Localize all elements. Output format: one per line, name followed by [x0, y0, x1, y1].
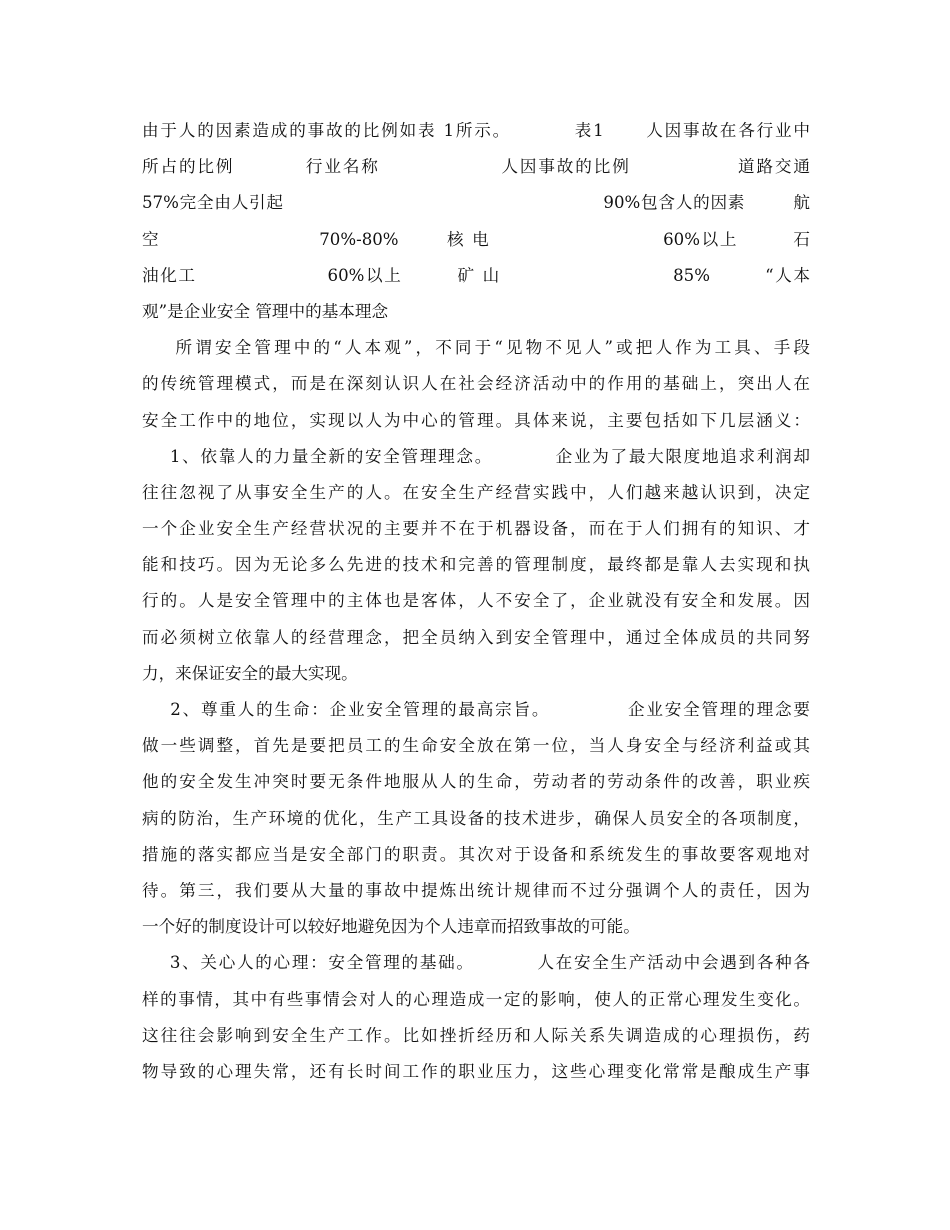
- text-line: 所占的比例 行业名称 人因事故的比例 道路交通: [142, 157, 810, 177]
- text-line: 力，来保证安全的最大实现。: [142, 663, 358, 683]
- text-line: 空 70%-80% 核 电 60%以上 石: [142, 229, 810, 249]
- text-line: 而必须树立依靠人的经营理念，把全员纳入到安全管理中，通过全体成员的共同努: [142, 627, 810, 647]
- text-line: 3、关心人的心理：安全管理的基础。 人在安全生产活动中会遇到各种各: [142, 953, 810, 973]
- text-line: 57%完全由人引起 90%包含人的因素 航: [142, 193, 810, 213]
- text-line: 往往忽视了从事安全生产的人。在安全生产经营实践中，人们越来越认识到，决定: [142, 482, 810, 502]
- text-line: 由于人的因素造成的事故的比例如表 1所示。 表1 人因事故在各行业中: [142, 121, 810, 140]
- text-line: 观”是企业安全 管理中的基本理念: [142, 301, 389, 321]
- text-line: 行的。人是安全管理中的主体也是客体，人不安全了，企业就没有安全和发展。因: [142, 591, 810, 611]
- text-line: 他的安全发生冲突时要无条件地服从人的生命，劳动者的劳动条件的改善，职业疾: [142, 772, 810, 792]
- text-line: 物导致的心理失常，还有长时间工作的职业压力，这些心理变化常常是酿成生产事: [142, 1061, 810, 1081]
- text-line: 措施的落实都应当是安全部门的职责。其次对于设备和系统发生的事故要客观地对: [142, 844, 810, 864]
- text-line: 这往往会影响到安全生产工作。比如挫折经历和人际关系失调造成的心理损伤，药: [142, 1025, 810, 1045]
- text-line: 1、依靠人的力量全新的安全管理理念。 企业为了最大限度地追求利润却: [142, 446, 810, 466]
- text-line: 能和技巧。因为无论多么先进的技术和完善的管理制度，最终都是靠人去实现和执: [142, 555, 810, 575]
- text-line: 2、尊重人的生命：企业安全管理的最高宗旨。 企业安全管理的理念要: [142, 700, 810, 719]
- text-line: 病的防治，生产环境的优化，生产工具设备的技术进步，确保人员安全的各项制度，: [142, 808, 810, 828]
- text-line: 油化工 60%以上 矿 山 85% “人本: [142, 265, 810, 285]
- text-line: 一个好的制度设计可以较好地避免因为个人违章而招致事故的可能。: [142, 917, 640, 937]
- text-line: 做一些调整，首先是要把员工的生命安全放在第一位，当人身安全与经济利益或其: [142, 736, 810, 756]
- text-line: 待。第三，我们要从大量的事故中提炼出统计规律而不过分强调个人的责任，因为: [142, 880, 810, 900]
- text-line: 的传统管理模式，而是在深刻认识人在社会经济活动中的作用的基础上，突出人在: [142, 374, 810, 394]
- text-line: 安全工作中的地位，实现以人为中心的管理。具体来说，主要包括如下几层涵义：: [142, 410, 810, 430]
- document-body: [142, 113, 810, 1090]
- text-line: 样的事情，其中有些事情会对人的心理造成一定的影响，使人的正常心理发生变化。: [142, 989, 810, 1009]
- text-line: 一个企业安全生产经营状况的主要并不在于机器设备，而在于人们拥有的知识、才: [142, 519, 810, 539]
- text-line: 所谓安全管理中的“人本观”，不同于“见物不见人”或把人作为工具、手段: [142, 338, 810, 358]
